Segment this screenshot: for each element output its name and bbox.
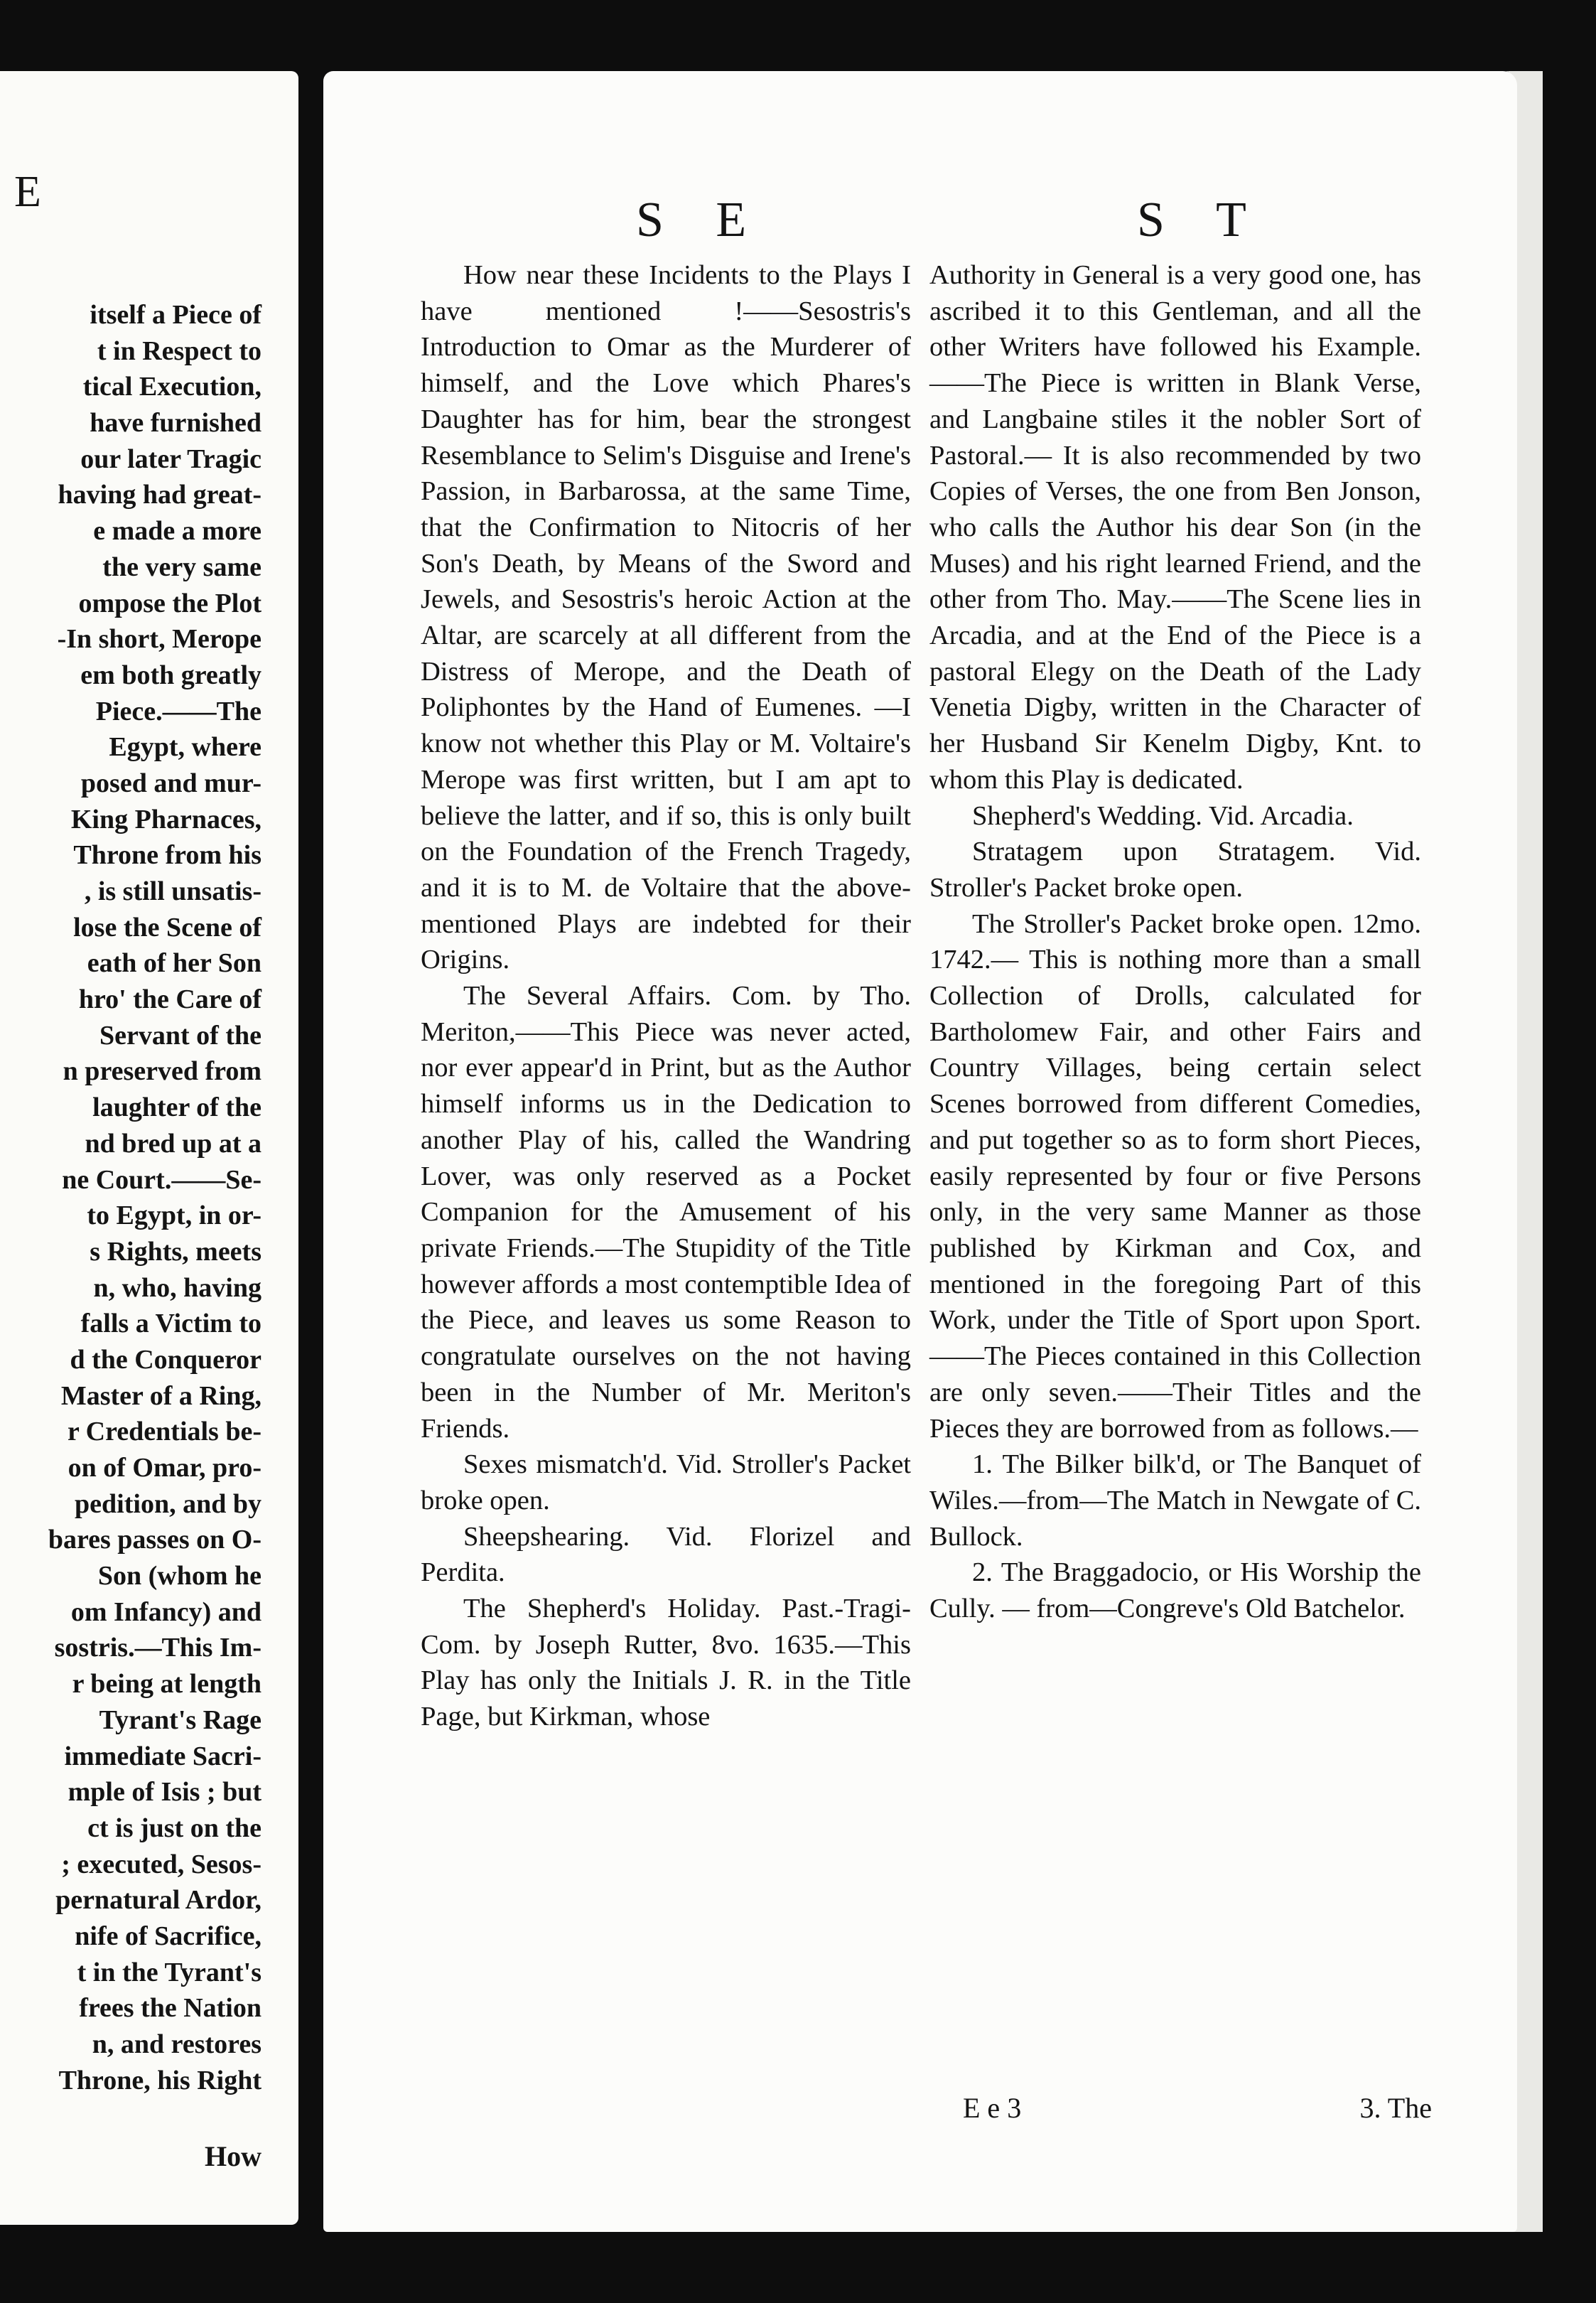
page-footer <box>963 2091 1432 2125</box>
catchword: 3. The <box>1359 2092 1432 2124</box>
text-column-left <box>421 257 911 1735</box>
paragraph: Authority in General is a very good one, has ascribed it to this Gentleman, and all the other Writers have followed his Example.——The Piece is written in Blank Verse, and Langbaine stiles it the nobler Sort of Pastoral.— It is also recommended by two Copies of Verses, the one from Ben Jonson, who calls the Author his dear Son (in the Muses) and his right learned Friend, and the other from Tho. May.——The Scene lies in Arcadia, and at the End of the Piece is a pastoral Elegy on the Death of the Lady Venetia Digby, written in the Character of her Husband Sir Kenelm Digby, Knt. to whom this Play is dedicated. <box>929 260 1421 795</box>
text-line: s Rights, meets <box>90 1236 261 1267</box>
entry-stratagem: Stratagem upon Stratagem. Vid. Stroller's Packet broke open. <box>929 837 1421 903</box>
text-line: bares passes on O- <box>48 1525 261 1555</box>
list-item: 1. The Bilker bilk'd, or The Banquet of Wiles.—from—The Match in Newgate of C. Bullock. <box>929 1449 1421 1552</box>
text-line: falls a Victim to <box>80 1309 261 1339</box>
text-line: have furnished <box>90 408 261 439</box>
left-page-header: E <box>14 168 44 216</box>
text-line: e made a more <box>93 516 261 547</box>
text-line: tical Execution, <box>82 372 261 402</box>
text-line: r being at length <box>72 1669 261 1700</box>
entry-shepherds-holiday: The Shepherd's Holiday. Past.-Tragi-Com. by Joseph Rutter, 8vo. 1635.—This Play has only the Initials J. R. in the Title Page, but Kirkman, whose <box>421 1594 911 1732</box>
text-line: immediate Sacri- <box>64 1741 261 1771</box>
left-catchword: How <box>205 2140 261 2172</box>
text-line: om Infancy) and <box>70 1596 261 1627</box>
text-line: ne Court.——Se- <box>62 1164 261 1195</box>
text-line: sostris.—This Im- <box>54 1633 261 1663</box>
text-line: , is still unsatis- <box>84 876 261 906</box>
text-line: n, who, having <box>93 1272 261 1303</box>
entry-sexes-mismatched: Sexes mismatch'd. Vid. Stroller's Packet broke open. <box>421 1449 911 1515</box>
text-line: Master of a Ring, <box>60 1380 261 1411</box>
text-line: having had great- <box>58 480 261 510</box>
text-line: Tyrant's Rage <box>99 1705 261 1735</box>
text-line: -In short, Merope <box>57 624 261 655</box>
text-line: frees the Nation <box>79 1993 261 2024</box>
entry-several-affairs: The Several Affairs. Com. by Tho. Meriton,——This Piece was never acted, nor ever appear'd in Print, but as the Author himself informs us in the Dedication to another Play of his, called the Wandring Lover, was only reserved as a Pocket Companion for the Amusement of his private Friends.—The Stupidity of the Title however affords a most contemptible Idea of the Piece, and leaves us some Reason to congratulate ourselves on the not having been in the Number of Mr. Meriton's Friends. <box>421 981 911 1444</box>
text-line: Egypt, where <box>109 732 261 763</box>
running-head-right: S T <box>1137 193 1266 247</box>
text-line: our later Tragic <box>80 444 261 474</box>
text-line: eath of her Son <box>87 948 261 979</box>
text-line: ct is just on the <box>87 1813 261 1843</box>
text-line: lose the Scene of <box>73 912 261 943</box>
signature-mark: E e 3 <box>963 2092 1022 2124</box>
text-line: pernatural Ardor, <box>55 1885 261 1916</box>
left-page <box>0 71 298 2225</box>
text-line: Servant of the <box>99 1020 261 1051</box>
text-line: hro' the Care of <box>78 984 261 1015</box>
entry-strollers-packet: The Stroller's Packet broke open. 12mo. 1742.— This is nothing more than a small Collection of Drolls, calculated for Bartholomew Fair, and other Fairs and Country Villages, being certain select Scenes borrowed from different Comedies, and put together so as to form short Pieces, easily represented by four or five Persons only, in the very same Manner as those published by Kirkman and Cox, and mentioned in the foregoing Part of this Work, under the Title of Sport upon Sport.——The Pieces contained in this Collection are only seven.——Their Titles and the Pieces they are borrowed from as follows.— <box>929 908 1421 1444</box>
entry-sheepshearing: Sheepshearing. Vid. Florizel and Perdita. <box>421 1521 911 1588</box>
text-line: King Pharnaces, <box>70 804 261 834</box>
text-line: mple of Isis ; but <box>68 1777 261 1808</box>
right-page <box>323 71 1517 2232</box>
list-item: 2. The Braggadocio, or His Worship the Cully. — from—Congreve's Old Batchelor. <box>929 1557 1421 1624</box>
text-line: the very same <box>102 552 261 582</box>
text-line: pedition, and by <box>75 1488 261 1519</box>
text-line: ; executed, Sesos- <box>61 1849 261 1879</box>
text-line: Piece.——The <box>95 696 261 726</box>
left-page-text <box>0 297 261 2098</box>
text-line: itself a Piece of <box>90 300 261 330</box>
text-line: n, and restores <box>92 2029 261 2059</box>
text-line: ompose the Plot <box>78 588 261 618</box>
text-line: laughter of the <box>92 1093 261 1123</box>
text-line: nd bred up at a <box>85 1128 261 1159</box>
running-head-left: S E <box>636 193 767 247</box>
text-line: posed and mur- <box>80 768 261 798</box>
text-line: n preserved from <box>63 1056 261 1087</box>
text-line: on of Omar, pro- <box>68 1453 261 1483</box>
text-line: to Egypt, in or- <box>87 1201 261 1231</box>
text-line: Son (whom he <box>97 1561 261 1591</box>
text-line: Throne from his <box>73 840 261 871</box>
text-line: t in Respect to <box>97 335 261 366</box>
text-column-right <box>929 257 1421 1627</box>
text-line: Throne, his Right <box>58 2065 261 2095</box>
paragraph: How near these Incidents to the Plays I have mentioned !——Sesostris's Introduction to Omar as the Murderer of himself, and the Love which Phares's Daughter has for him, bear the strongest Resemblance to Selim's Disguise and Irene's Passion, in Barbarossa, at the same Time, that the Confirmation to Nitocris of her Son's Death, by Means of the Sword and Jewels, and Sesostris's heroic Action at the Altar, are scarcely at all different from the Distress of Merope, and the Death of Poliphontes by the Hand of Eumenes. —I know not whether this Play or M. Voltaire's Merope was first written, but I am apt to believe the latter, and if so, this is only built on the Foundation of the French Tragedy, and it is to M. de Voltaire that the above-mentioned Plays are indebted for their Origins. <box>421 260 911 975</box>
text-line: d the Conqueror <box>70 1344 261 1375</box>
text-line: nife of Sacrifice, <box>75 1921 261 1951</box>
entry-shepherds-wedding: Shepherd's Wedding. Vid. Arcadia. <box>972 800 1354 831</box>
text-line: t in the Tyrant's <box>77 1957 261 1987</box>
text-line: r Credentials be- <box>67 1417 261 1447</box>
text-line: em both greatly <box>80 660 261 690</box>
